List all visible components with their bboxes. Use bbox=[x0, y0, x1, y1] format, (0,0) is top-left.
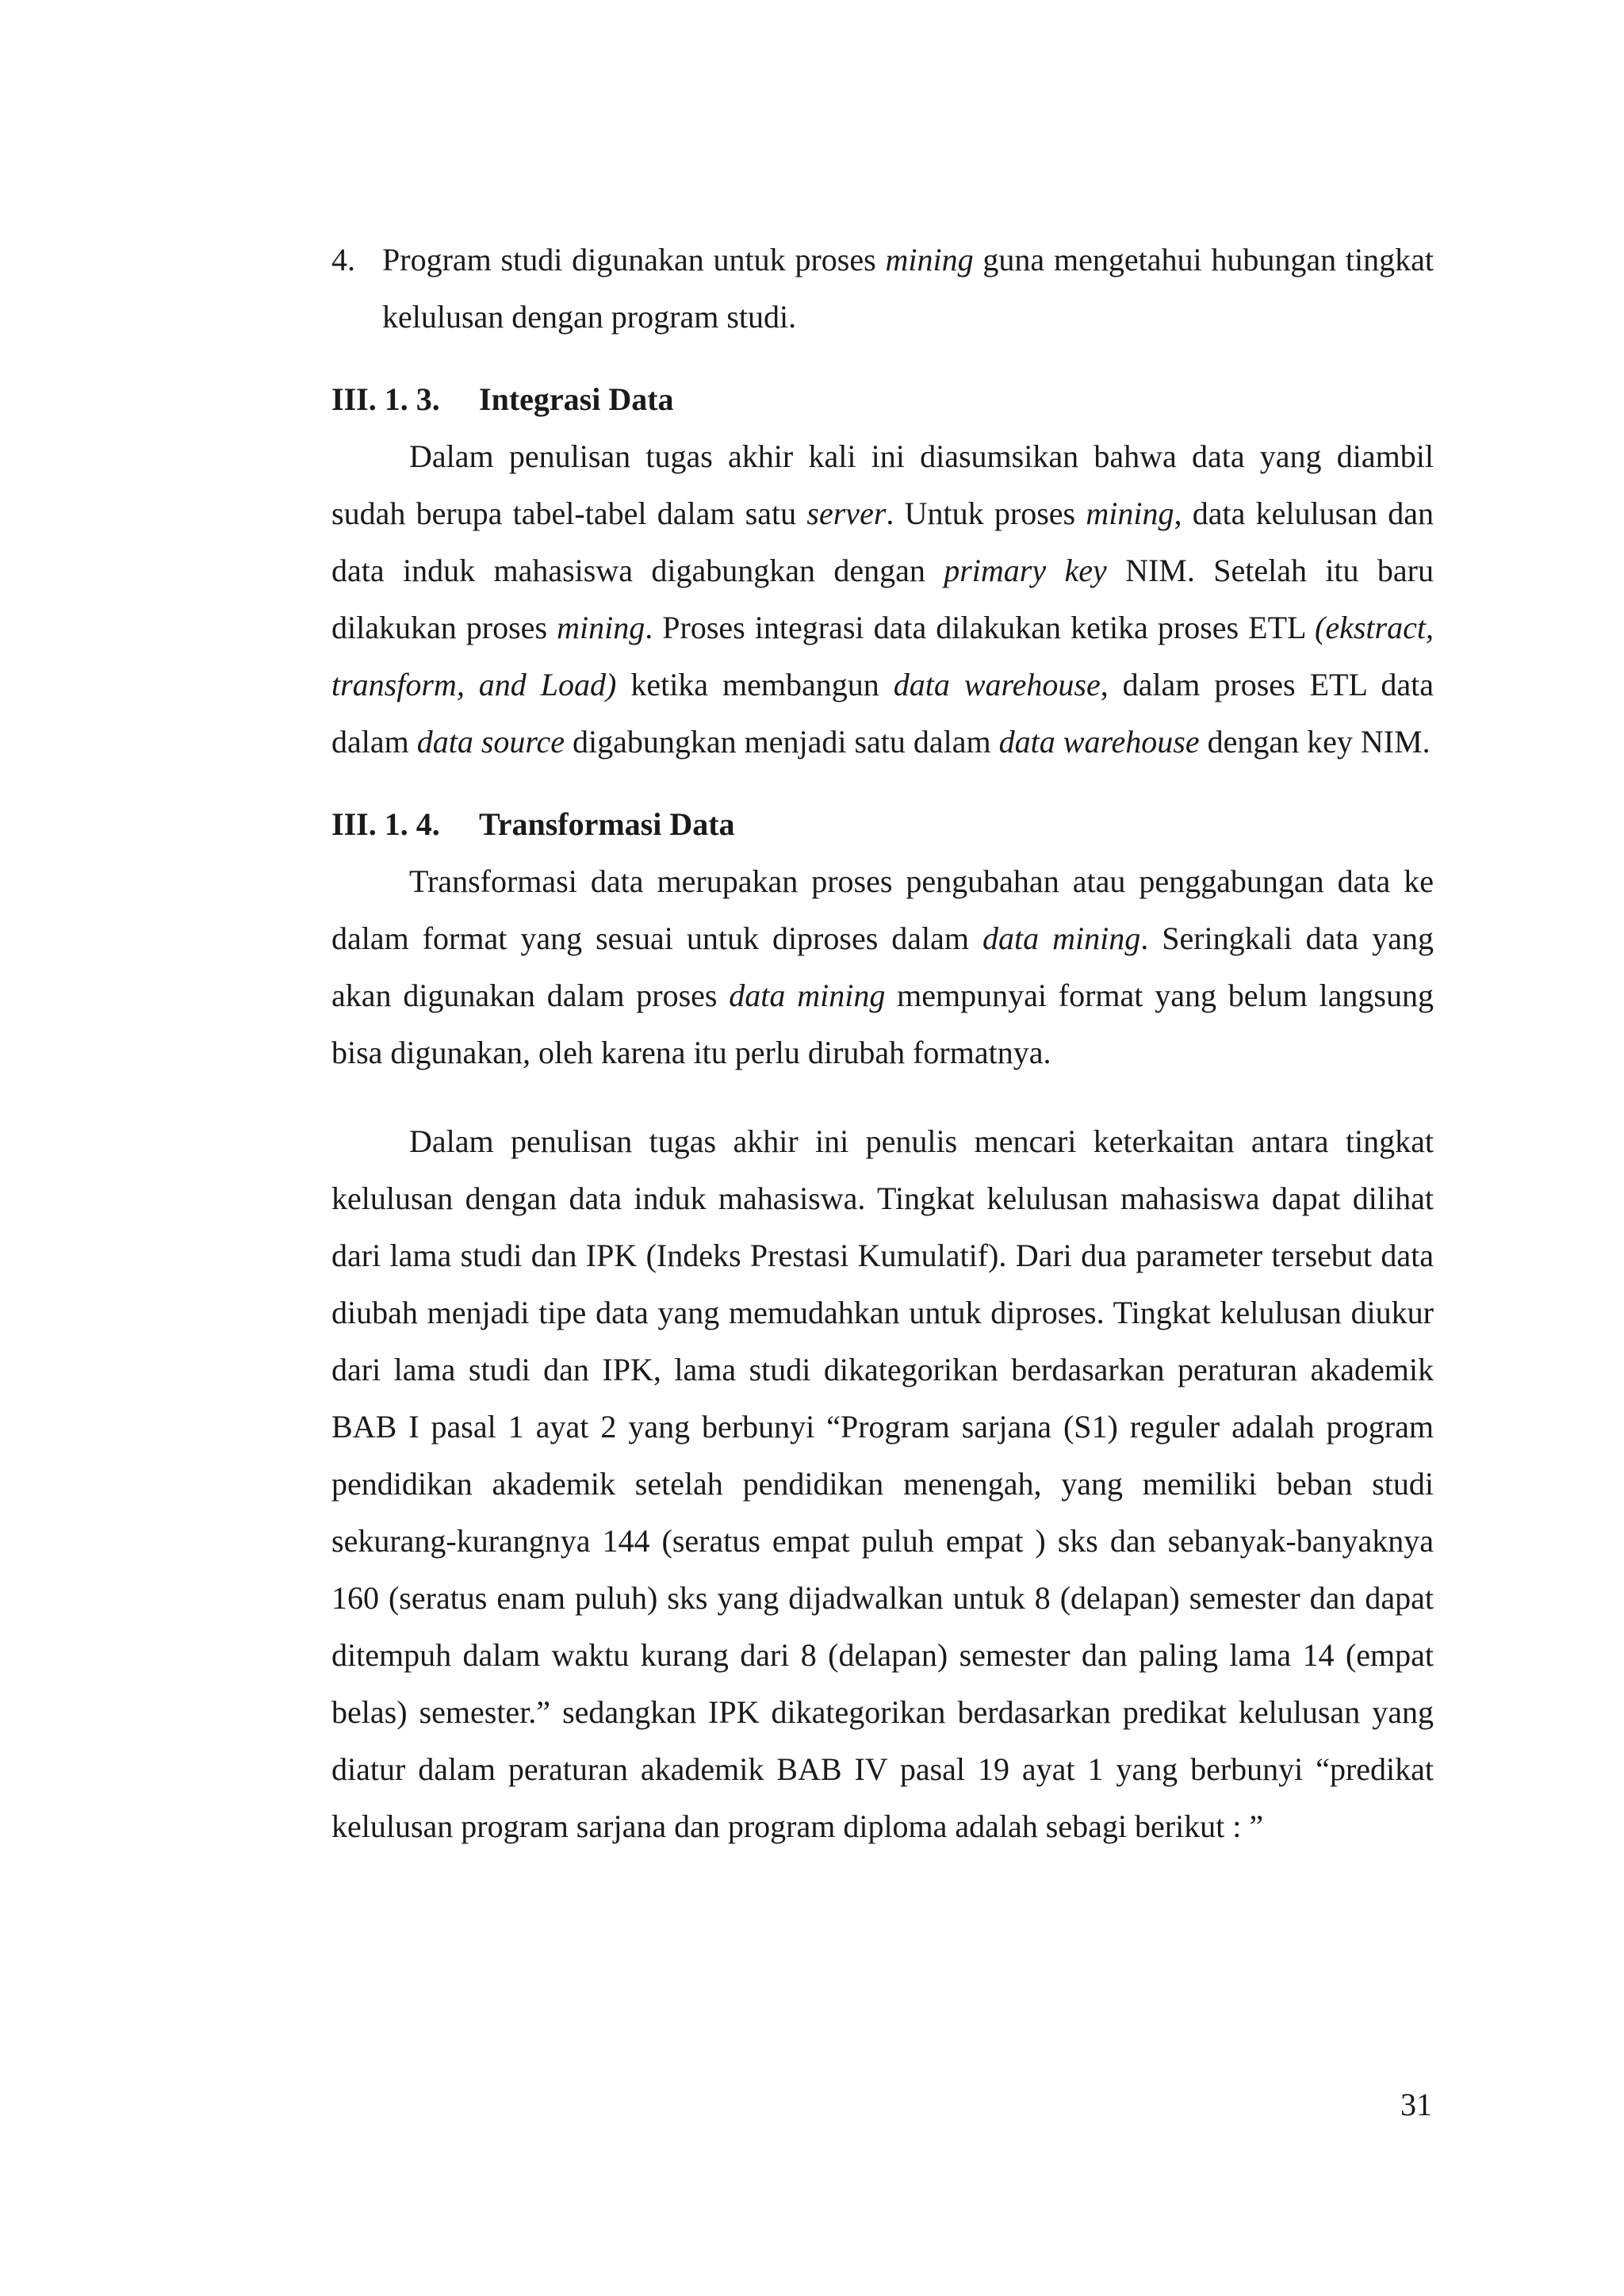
section-title: Transformasi Data bbox=[479, 806, 735, 842]
section-number: III. 1. 3. bbox=[331, 381, 440, 417]
paragraph-integrasi-data: Dalam penulisan tugas akhir kali ini diasumsikan bahwa data yang diambil sudah berupa tabel-tabel dalam satu server. Untuk proses mining, data kelulusan dan data induk mahasiswa digabungkan dengan primary key NIM. Setelah itu baru dilakukan proses mining. Proses integrasi data dilakukan ketika proses ETL (ekstract, transform, and Load) ketika membangun data warehouse, dalam proses ETL data dalam data source digabungkan menjadi satu dalam data warehouse dengan key NIM. bbox=[331, 438, 1434, 760]
paragraph-kelulusan: Dalam penulisan tugas akhir ini penulis mencari keterkaitan antara tingkat kelulusan dengan data induk mahasiswa. Tingkat kelulusan mahasiswa dapat dilihat dari lama studi dan IPK (Indeks Prestasi Kumulatif). Dari dua parameter tersebut data diubah menjadi tipe data yang memudahkan untuk diproses. Tingkat kelulusan diukur dari lama studi dan IPK, lama studi dikategorikan berdasarkan peraturan akademik BAB I pasal 1 ayat 2 yang berbunyi “Program sarjana (S1) reguler adalah program pendidikan akademik setelah pendidikan menengah, yang memiliki beban studi sekurang-kurangnya 144 (seratus empat puluh empat ) sks dan sebanyak-banyaknya 160 (seratus enam puluh) sks yang dijadwalkan untuk 8 (delapan) semester dan dapat ditempuh dalam waktu kurang dari 8 (delapan) semester dan paling lama 14 (empat belas) semester.” sedangkan IPK dikategorikan berdasarkan predikat kelulusan yang diatur dalam peraturan akademik BAB IV pasal 19 ayat 1 yang berbunyi “predikat kelulusan program sarjana dan program diploma adalah sebagi berikut : ” bbox=[331, 1123, 1434, 1844]
section-number: III. 1. 4. bbox=[331, 806, 440, 842]
list-number: 4. bbox=[331, 242, 355, 277]
section-heading-integrasi-data bbox=[331, 371, 1434, 428]
paragraph-transformasi-data: Transformasi data merupakan proses pengubahan atau penggabungan data ke dalam format yang sesuai untuk diproses dalam data mining. Seringkali data yang akan digunakan dalam proses data mining mempunyai format yang belum langsung bisa digunakan, oleh karena itu perlu dirubah formatnya. bbox=[331, 863, 1434, 1070]
list-text: Program studi digunakan untuk proses mining guna mengetahui hubungan tingkat kelulusan dengan program studi. bbox=[382, 242, 1434, 335]
page-number: 31 bbox=[1400, 2087, 1432, 2122]
section-heading-transformasi-data bbox=[331, 796, 1434, 853]
list-item bbox=[331, 232, 1434, 346]
section-title: Integrasi Data bbox=[479, 381, 674, 417]
document-page bbox=[331, 232, 1434, 1855]
